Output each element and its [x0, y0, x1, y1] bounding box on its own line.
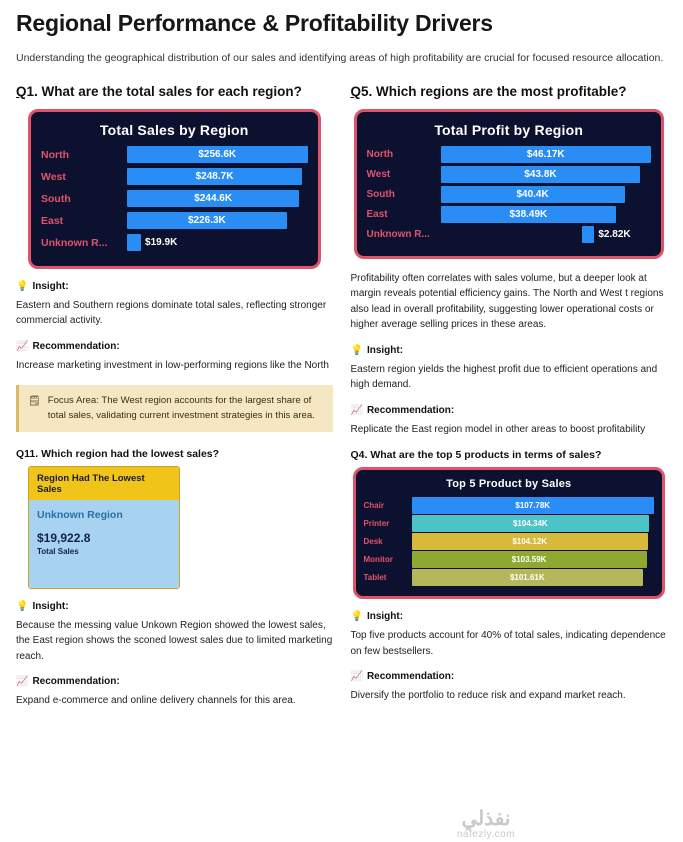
- question-q5-heading: [351, 84, 668, 99]
- focus-area-text: Focus Area: The West region accounts for the largest share of total sales, validating current investment strategies in this area.: [47, 395, 315, 421]
- bar-track: [412, 569, 655, 586]
- question-q11-heading: Q11. Which region had the lowest sales?: [16, 447, 220, 460]
- bar-track: [127, 212, 308, 229]
- chart-title: Top 5 Product by Sales: [446, 478, 572, 491]
- q1-insight-text: Eastern and Southern regions dominate total sales, reflecting stronger commercial activity.: [16, 299, 327, 327]
- right-column: [351, 84, 668, 715]
- chart-bar-row: [364, 570, 655, 585]
- bulb-icon: 💡: [350, 344, 363, 356]
- chart-title: Total Sales by Region: [99, 121, 249, 138]
- bar-track: [441, 186, 652, 203]
- chart-bar-row: [364, 552, 655, 567]
- recommendation-label-text: Recommendation:: [32, 340, 120, 352]
- bar-category-label: South: [41, 192, 71, 205]
- chart-up-icon: 📈: [350, 671, 363, 683]
- page-subtitle: Understanding the geographical distribution of our sales and identifying areas of high profitability are crucial for focused resource allocation.: [16, 52, 664, 64]
- bar-track: [412, 497, 655, 514]
- chart-bar-row: [41, 212, 308, 230]
- insight-label-text: Insight:: [32, 600, 69, 612]
- bar-category-label: Unknown R...: [41, 236, 108, 249]
- note-icon: 🗒: [28, 396, 41, 408]
- bar-value-label: $107.78K: [515, 501, 551, 511]
- bar-category-label: East: [41, 214, 64, 227]
- question-q1-heading: [16, 84, 333, 99]
- chart-up-icon: 📈: [350, 404, 363, 416]
- chart-bar-row: [367, 226, 652, 243]
- insight-label-text: Insight:: [366, 611, 404, 623]
- document-page: [0, 10, 683, 842]
- insight-label-q11: [16, 601, 333, 612]
- bulb-icon: 💡: [350, 611, 363, 623]
- recommendation-label-q4: [351, 671, 668, 682]
- bar-track: [127, 234, 308, 251]
- q5-insight-text: Eastern region yields the highest profit due to efficient operations and high demand.: [350, 363, 658, 391]
- chart-bar-row: [367, 186, 652, 203]
- bar-category-label: North: [41, 148, 69, 161]
- q11-recommendation-text: Expand e-commerce and online delivery channels for this area.: [16, 695, 296, 707]
- insight-label-q1: [16, 281, 333, 292]
- chart-bar-row: [367, 166, 652, 183]
- q5-heading-underline: Q: [350, 83, 362, 99]
- bar-track: [412, 551, 655, 568]
- q11-insight-text: Because the messing value Unkown Region showed the lowest sales, the East region shows the sconed lowest sales due to limited marketing reach.: [16, 619, 333, 662]
- bar-category-label: West: [41, 170, 66, 183]
- chart-total-profit-by-region: [354, 109, 665, 259]
- watermark-arabic: نفذلي: [461, 808, 511, 830]
- chart-bar-row: [364, 516, 655, 531]
- bar-category-label: South: [366, 188, 395, 200]
- q5-recommendation-text: Replicate the East region model in other areas to boost profitability: [350, 423, 646, 435]
- bar-value-label: $2.82K: [598, 228, 631, 240]
- recommendation-label-q1: [16, 341, 333, 352]
- bar-category-label: West: [366, 168, 391, 180]
- chart-bar-row: [367, 206, 652, 223]
- recommendation-label-q5: [351, 405, 668, 416]
- q4-insight-text: Top five products account for 40% of total sales, indicating dependence on few bestsellers.: [350, 630, 666, 657]
- chart-bar-row: [41, 146, 308, 164]
- bar-category-label: North: [366, 148, 394, 160]
- left-column: [16, 84, 333, 715]
- bar-value-label: $38.49K: [509, 208, 548, 220]
- chart-bar-row: [364, 498, 655, 513]
- recommendation-label-q11: [16, 676, 333, 687]
- bar-track: [127, 146, 308, 163]
- bulb-icon: 💡: [16, 280, 29, 292]
- bar-category-label: Unknown R...: [366, 228, 430, 240]
- recommendation-label-text: Recommendation:: [366, 404, 455, 416]
- bar-value-label: $104.34K: [512, 519, 548, 529]
- q4-recommendation-text: Diversify the portfolio to reduce risk and expand market reach.: [350, 690, 626, 702]
- q1-heading-underline: Q: [16, 83, 27, 99]
- chart-total-sales-by-region: [28, 109, 321, 269]
- question-q4-heading: Q4. What are the top 5 products in terms of sales?: [350, 449, 602, 462]
- bar-track: [127, 168, 308, 185]
- bulb-icon: 💡: [16, 600, 29, 612]
- bar-category-label: Tablet: [363, 573, 387, 583]
- bar-value-label: $248.7K: [195, 171, 234, 183]
- insight-label-text: Insight:: [366, 344, 404, 356]
- chart-bar-row: [364, 534, 655, 549]
- chart-top-5-product-by-sales: [353, 467, 666, 599]
- recommendation-label-text: Recommendation:: [32, 676, 120, 688]
- bar-track: [441, 226, 652, 243]
- bar-category-label: Printer: [363, 519, 390, 529]
- chart-bar-row: [41, 234, 308, 252]
- kpi-card-lowest-sales: [28, 466, 180, 589]
- bar-value-label: $226.3K: [187, 215, 226, 227]
- bar-track: [441, 166, 652, 183]
- bar-value-label: $256.6K: [198, 149, 237, 161]
- chart-up-icon: 📈: [16, 676, 29, 688]
- chart-up-icon: 📈: [16, 340, 29, 352]
- bar-value-label: $101.61K: [509, 573, 545, 583]
- content-columns: [16, 84, 667, 715]
- q1-heading-text: 1. What are the total sales for each region?: [26, 83, 302, 99]
- kpi-caption: Total Sales: [37, 546, 79, 556]
- focus-area-callout: [16, 385, 333, 432]
- insight-label-q4: [351, 611, 668, 622]
- bar-fill: [127, 234, 141, 251]
- q5-heading-text: 5. Which regions are the most profitable?: [361, 83, 627, 99]
- bar-value-label: $244.6K: [194, 193, 233, 205]
- bar-track: [412, 533, 655, 550]
- bar-track: [441, 146, 652, 163]
- bar-value-label: $104.12K: [512, 537, 548, 547]
- bar-category-label: Desk: [363, 537, 383, 547]
- kpi-card-body: [29, 500, 179, 588]
- kpi-region-name: Unknown Region: [37, 508, 123, 521]
- bar-track: [412, 515, 655, 532]
- recommendation-label-text: Recommendation:: [366, 671, 455, 683]
- bar-fill: [582, 226, 595, 243]
- chart-bar-row: [41, 168, 308, 186]
- bar-value-label: $19.9K: [145, 237, 178, 249]
- bar-category-label: Chair: [363, 501, 384, 511]
- bar-value-label: $43.8K: [524, 168, 557, 180]
- insight-label-q5: [351, 345, 668, 356]
- insight-label-text: Insight:: [32, 280, 69, 292]
- chart-bar-row: [41, 190, 308, 208]
- bar-category-label: East: [366, 208, 388, 220]
- page-title: Regional Performance & Profitability Drivers: [16, 10, 493, 36]
- bar-track: [127, 190, 308, 207]
- q1-recommendation-text: Increase marketing investment in low-performing regions like the North: [16, 359, 329, 371]
- watermark: [457, 806, 515, 840]
- bar-category-label: Monitor: [363, 555, 393, 565]
- chart-bar-row: [367, 146, 652, 163]
- kpi-value: $19,922.8: [37, 530, 91, 545]
- chart-title: Total Profit by Region: [434, 121, 584, 138]
- q5-paragraph: Profitability often correlates with sales volume, but a deeper look at margin reveals potential efficiency gains. The North and West t regions also lead in overall profitability, suggesting lower operational costs or higher average selling prices in these areas.: [350, 272, 664, 331]
- bar-track: [441, 206, 652, 223]
- kpi-card-header: Region Had The Lowest Sales: [29, 467, 179, 500]
- watermark-latin: nafezly.com: [456, 829, 515, 840]
- bar-value-label: $40.4K: [516, 188, 549, 200]
- bar-value-label: $46.17K: [526, 148, 565, 160]
- bar-value-label: $103.59K: [511, 555, 547, 565]
